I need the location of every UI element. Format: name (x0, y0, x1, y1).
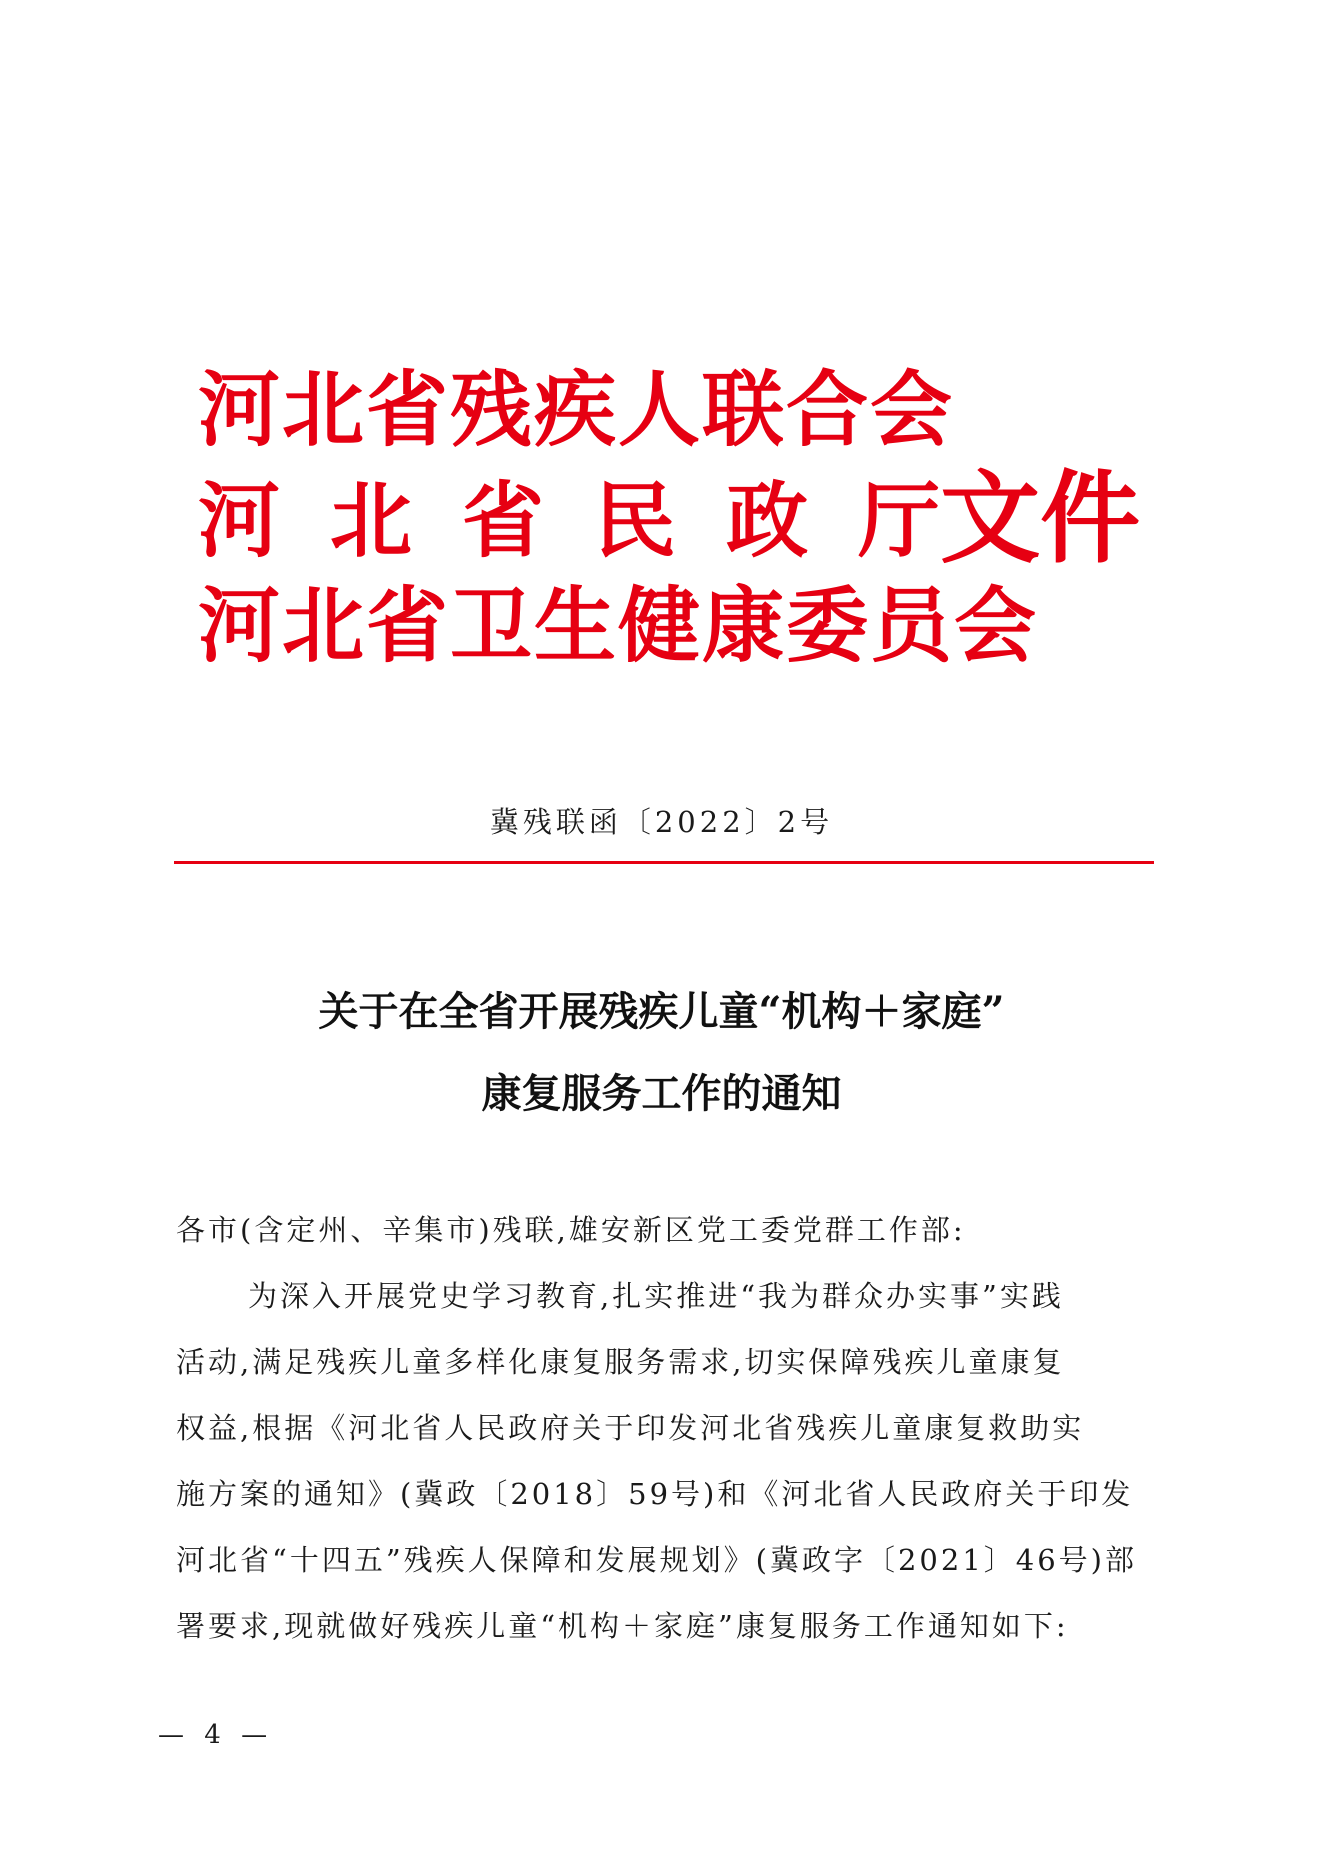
salutation: 各市(含定州、辛集市)残联,雄安新区党工委党群工作部: (176, 1213, 966, 1247)
header-line-civil-affairs (198, 459, 1141, 577)
page-number: — 4 — (158, 1720, 274, 1750)
body-paragraph-line: 署要求,现就做好残疾儿童“机构＋家庭”康复服务工作通知如下: (176, 1609, 1069, 1643)
body-paragraph-line: 权益,根据《河北省人民政府关于印发河北省残疾儿童康复救助实 (176, 1411, 1085, 1445)
header-document-suffix: 文件 (940, 459, 1141, 577)
red-divider-line (174, 861, 1154, 864)
header-line-health-commission: 河北省卫生健康委员会 (198, 578, 1039, 674)
header-char: 厅 (858, 473, 941, 569)
header-char: 北 (330, 473, 413, 569)
header-char: 河 (198, 473, 281, 569)
header-char: 政 (726, 473, 809, 569)
body-paragraph-line: 施方案的通知》(冀政〔2018〕59号)和《河北省人民政府关于印发 (176, 1477, 1134, 1511)
body-paragraph-line: 为深入开展党史学习教育,扎实推进“我为群众办实事”实践 (248, 1279, 1064, 1313)
header-line-disabled-persons-federation: 河北省残疾人联合会 (198, 362, 955, 458)
document-number: 冀残联函〔2022〕2号 (489, 805, 834, 839)
header-char: 民 (594, 473, 677, 569)
document-body (176, 1197, 1156, 1659)
body-paragraph-line: 河北省“十四五”残疾人保障和发展规划》(冀政字〔2021〕46号)部 (176, 1543, 1137, 1577)
header-char: 省 (462, 473, 545, 569)
body-paragraph-line: 活动,满足残疾儿童多样化康复服务需求,切实保障残疾儿童康复 (176, 1345, 1065, 1379)
document-title-line-2: 康复服务工作的通知 (481, 1070, 842, 1117)
document-title-line-1: 关于在全省开展残疾儿童“机构＋家庭” (318, 988, 1005, 1035)
